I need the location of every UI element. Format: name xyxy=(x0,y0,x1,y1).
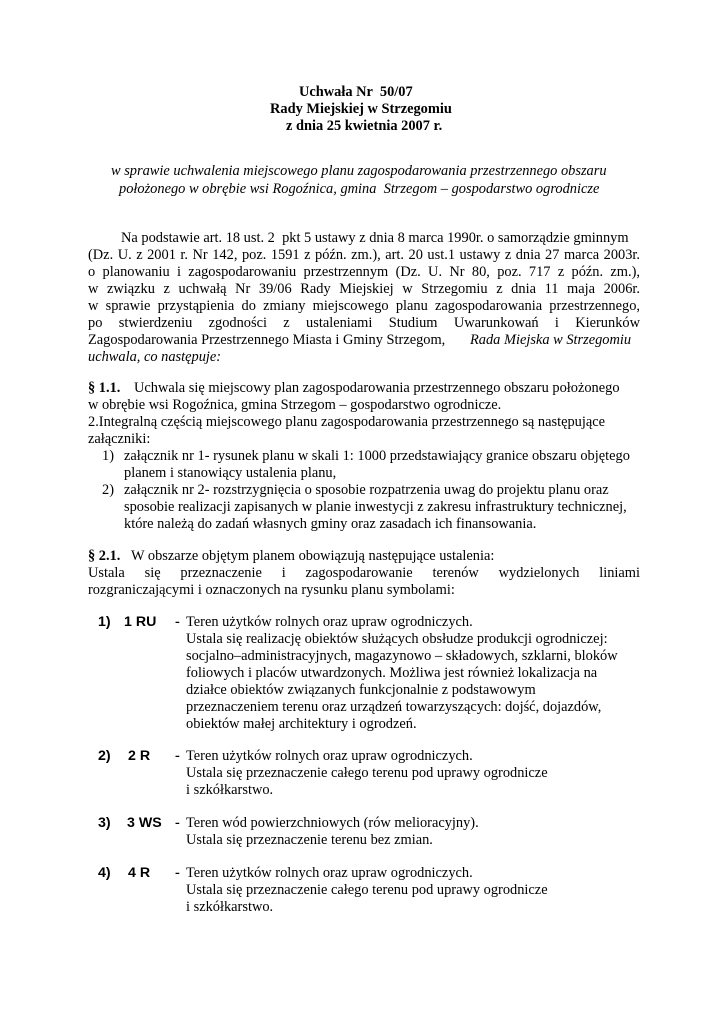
zone-1-line-4: foliowych i placów utwardzonych. Możliwa jest również lokalizacja na xyxy=(186,665,598,681)
paragraph-1-line-1: Uchwala się miejscowy plan zagospodarowania przestrzennego obszaru położonego xyxy=(134,380,620,396)
paragraph-1-line-2: w obrębie wsi Rogoźnica, gmina Strzegom – gospodarstwo ogrodnicze. xyxy=(88,397,502,413)
attachment-2-number: 2) xyxy=(102,482,114,498)
zone-2-line-2: Ustala się przeznaczenie całego terenu pod uprawy ogrodnicze xyxy=(186,765,548,781)
preamble-line-5: w sprawie przystąpienia do zmiany miejscowego planu zagospodarowania przestrzennego, xyxy=(88,298,640,314)
attachment-2-line-2: sposobie realizacji zapisanych w planie inwestycji z zakresu infrastruktury technicznej, xyxy=(124,499,627,515)
attachment-1-line-1: załącznik nr 1- rysunek planu w skali 1: 1000 przedstawiający granice obszaru objętego xyxy=(124,448,630,464)
paragraph-2-line-2: Ustala się przeznaczenie i zagospodarowanie terenów wydzielonych liniami xyxy=(88,565,640,581)
paragraph-1-line-4: załączniki: xyxy=(88,431,151,447)
preamble-line-6: po stwierdzeniu zgodności z ustaleniami Studium Uwarunkowań i Kierunków xyxy=(88,315,640,331)
subject-line-1: w sprawie uchwalenia miejscowego planu zagospodarowania przestrzennego obszaru xyxy=(111,163,607,179)
council-decides: Rada Miejska w Strzegomiu xyxy=(470,332,632,348)
zone-4-line-1: Teren użytków rolnych oraz upraw ogrodniczych. xyxy=(186,865,473,881)
zone-1-dash: - xyxy=(175,614,180,630)
subject-line-2: położonego w obrębie wsi Rogoźnica, gmina Strzegom – gospodarstwo ogrodnicze xyxy=(119,181,600,197)
preamble-line-2: (Dz. U. z 2001 r. Nr 142, poz. 1591 z późn. zm.), art. 20 ust.1 ustawy z dnia 27 marca 2003r. xyxy=(88,247,640,263)
zone-4-line-3: i szkółkarstwo. xyxy=(186,899,274,915)
paragraph-2-line-1: W obszarze objętym planem obowiązują następujące ustalenia: xyxy=(131,548,495,564)
resolution-date: z dnia 25 kwietnia 2007 r. xyxy=(286,118,443,134)
zone-3-number: 3) xyxy=(98,815,111,831)
zone-1-line-3: socjalno–administracyjnych, magazynowo – składowych, szklarni, bloków xyxy=(186,648,618,664)
paragraph-2-mark: § 2.1. xyxy=(88,548,121,564)
zone-4-number: 4) xyxy=(98,865,111,881)
zone-3-dash: - xyxy=(175,815,180,831)
zone-3-line-2: Ustala się przeznaczenie terenu bez zmian. xyxy=(186,832,433,848)
zone-2-number: 2) xyxy=(98,748,111,764)
attachment-2-line-3: które należą do zadań własnych gminy oraz zasadach ich finansowania. xyxy=(124,516,537,532)
attachment-1-number: 1) xyxy=(102,448,114,464)
zone-3-line-1: Teren wód powierzchniowych (rów melioracyjny). xyxy=(186,815,479,831)
paragraph-2-line-3: rozgraniczającymi i oznaczonych na rysunku planu symbolami: xyxy=(88,582,455,598)
preamble-line-8: uchwala, co następuje: xyxy=(88,349,222,365)
resolution-number: Uchwała Nr 50/07 xyxy=(299,84,413,100)
zone-4-symbol: 4 R xyxy=(128,865,151,881)
zone-2-symbol: 2 R xyxy=(128,748,151,764)
attachment-2-line-1: załącznik nr 2- rozstrzygnięcia o sposobie rozpatrzenia uwag do projektu planu oraz xyxy=(124,482,609,498)
paragraph-1-mark: § 1.1. xyxy=(88,380,121,396)
zone-1-number: 1) xyxy=(98,614,111,630)
preamble-line-4: w związku z uchwałą Nr 39/06 Rady Miejskiej w Strzegomiu z dnia 11 maja 2006r. xyxy=(88,281,640,297)
preamble-line-3: o planowaniu i zagospodarowaniu przestrzennym (Dz. U. Nr 80, poz. 717 z późn. zm.), xyxy=(88,264,640,280)
zone-4-line-2: Ustala się przeznaczenie całego terenu pod uprawy ogrodnicze xyxy=(186,882,548,898)
zone-2-line-1: Teren użytków rolnych oraz upraw ogrodniczych. xyxy=(186,748,473,764)
zone-2-line-3: i szkółkarstwo. xyxy=(186,782,274,798)
preamble-line-7: Zagospodarowania Przestrzennego Miasta i Gminy Strzegom, xyxy=(88,332,446,348)
attachment-1-line-2: planem i stanowiący ustalenia planu, xyxy=(124,465,337,481)
zone-1-symbol: 1 RU xyxy=(124,614,157,630)
zone-1-line-6: przeznaczeniem terenu oraz urządzeń towarzyszących: dojść, dojazdów, xyxy=(186,699,602,715)
preamble-line-1: Na podstawie art. 18 ust. 2 pkt 5 ustawy z dnia 8 marca 1990r. o samorządzie gminnym xyxy=(121,230,629,246)
zone-4-dash: - xyxy=(175,865,180,881)
zone-1-line-1: Teren użytków rolnych oraz upraw ogrodniczych. xyxy=(186,614,473,630)
zone-1-line-7: obiektów małej architektury i ogrodzeń. xyxy=(186,716,417,732)
paragraph-1-line-3: 2.Integralną częścią miejscowego planu zagospodarowania przestrzennego są następujące xyxy=(88,414,606,430)
zone-1-line-2: Ustala się realizację obiektów służących obsłudze produkcji ogrodniczej: xyxy=(186,631,608,647)
zone-3-symbol: 3 WS xyxy=(127,815,162,831)
council-name: Rady Miejskiej w Strzegomiu xyxy=(270,101,452,117)
zone-1-line-5: działce obiektów związanych funkcjonalnie z podstawowym xyxy=(186,682,536,698)
zone-2-dash: - xyxy=(175,748,180,764)
